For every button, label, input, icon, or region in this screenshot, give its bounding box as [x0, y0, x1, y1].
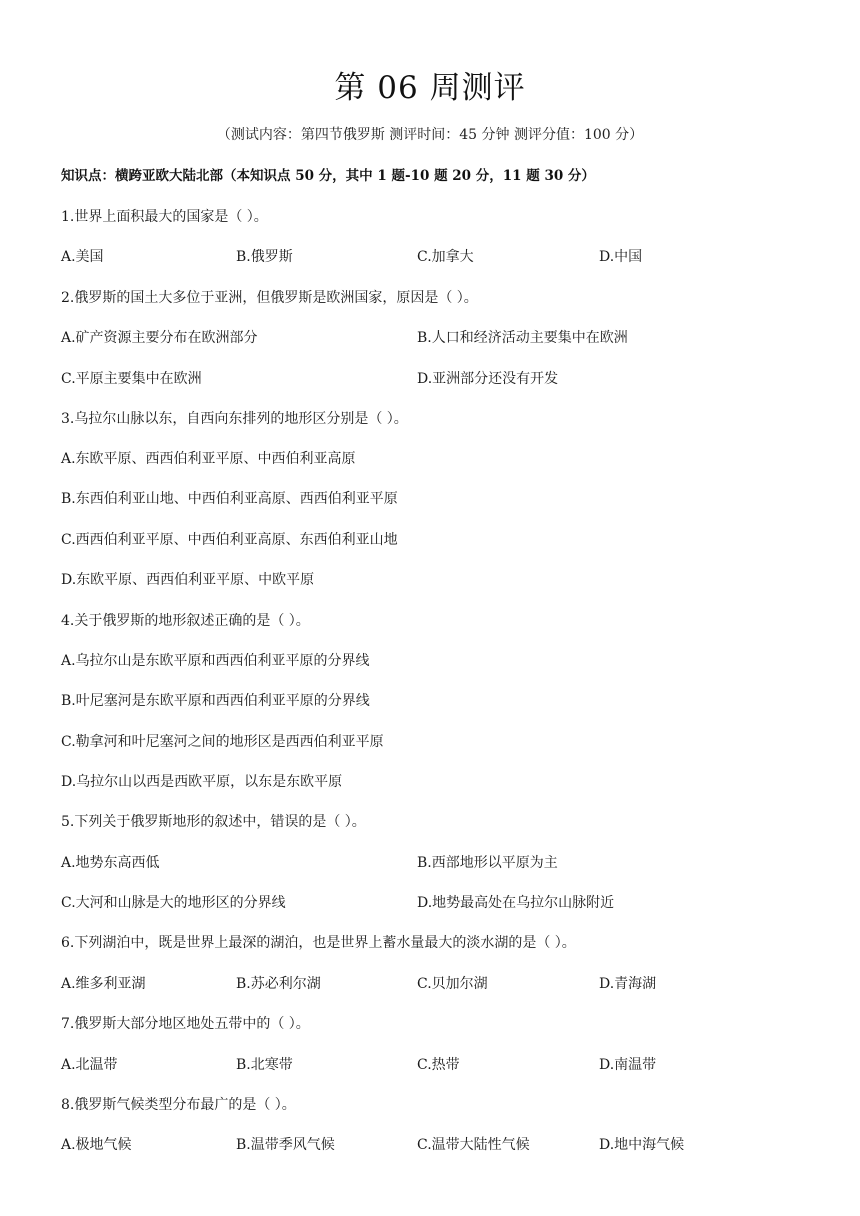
option-a: A.矿产资源主要分布在欧洲部分	[61, 330, 258, 346]
option-d: D.地势最高处在乌拉尔山脉附近	[417, 895, 615, 911]
option-d: D.中国	[599, 249, 643, 265]
option-a: A.极地气候	[61, 1137, 132, 1153]
option-d: D.乌拉尔山以西是西欧平原，以东是东欧平原	[61, 774, 343, 790]
option-a: A.东欧平原、西西伯利亚平原、中西伯利亚高原	[61, 451, 356, 467]
option-c: C.贝加尔湖	[417, 976, 488, 992]
option-b: B.西部地形以平原为主	[417, 855, 558, 871]
option-a: A.北温带	[61, 1057, 118, 1073]
option-b: B.温带季风气候	[236, 1137, 335, 1153]
option-c: C.热带	[417, 1057, 460, 1073]
option-a: A.维多利亚湖	[61, 976, 146, 992]
question-stem: 4.关于俄罗斯的地形叙述正确的是（ ）。	[61, 613, 310, 629]
option-b: B.人口和经济活动主要集中在欧洲	[417, 330, 628, 346]
page-title: 第 06 周测评	[334, 70, 526, 106]
option-b: B.北寒带	[236, 1057, 293, 1073]
question-stem: 6.下列湖泊中，既是世界上最深的湖泊，也是世界上蓄水量最大的淡水湖的是（ ）。	[61, 935, 576, 951]
question-stem: 1.世界上面积最大的国家是（ ）。	[61, 209, 268, 225]
question-stem: 8.俄罗斯气候类型分布最广的是（ ）。	[61, 1097, 296, 1113]
option-c: C.温带大陆性气候	[417, 1137, 530, 1153]
option-c: C.大河和山脉是大的地形区的分界线	[61, 895, 286, 911]
question-stem: 7.俄罗斯大部分地区地处五带中的（ ）。	[61, 1016, 310, 1032]
section-heading: 知识点：横跨亚欧大陆北部（本知识点 50 分，其中 1 题-10 题 20 分，11 题 30 分）	[61, 168, 595, 184]
option-c: C.平原主要集中在欧洲	[61, 371, 202, 387]
question-stem: 2.俄罗斯的国土大多位于亚洲，但俄罗斯是欧洲国家，原因是（ ）。	[61, 290, 478, 306]
option-d: D.东欧平原、西西伯利亚平原、中欧平原	[61, 572, 315, 588]
option-a: A.地势东高西低	[61, 855, 160, 871]
question-stem: 3.乌拉尔山脉以东，自西向东排列的地形区分别是（ ）。	[61, 411, 408, 427]
option-d: D.亚洲部分还没有开发	[417, 371, 559, 387]
option-d: D.南温带	[599, 1057, 657, 1073]
option-d: D.地中海气候	[599, 1137, 685, 1153]
option-a: A.乌拉尔山是东欧平原和西西伯利亚平原的分界线	[61, 653, 370, 669]
option-c: C.加拿大	[417, 249, 474, 265]
option-b: B.叶尼塞河是东欧平原和西西伯利亚平原的分界线	[61, 693, 370, 709]
option-b: B.苏必利尔湖	[236, 976, 321, 992]
option-c: C.勒拿河和叶尼塞河之间的地形区是西西伯利亚平原	[61, 734, 384, 750]
option-b: B.俄罗斯	[236, 249, 293, 265]
option-a: A.美国	[61, 249, 104, 265]
option-b: B.东西伯利亚山地、中西伯利亚高原、西西伯利亚平原	[61, 491, 398, 507]
option-c: C.西西伯利亚平原、中西伯利亚高原、东西伯利亚山地	[61, 532, 398, 548]
option-d: D.青海湖	[599, 976, 657, 992]
page-subtitle: （测试内容：第四节俄罗斯 测评时间：45 分钟 测评分值：100 分）	[216, 127, 644, 143]
question-stem: 5.下列关于俄罗斯地形的叙述中，错误的是（ ）。	[61, 814, 366, 830]
